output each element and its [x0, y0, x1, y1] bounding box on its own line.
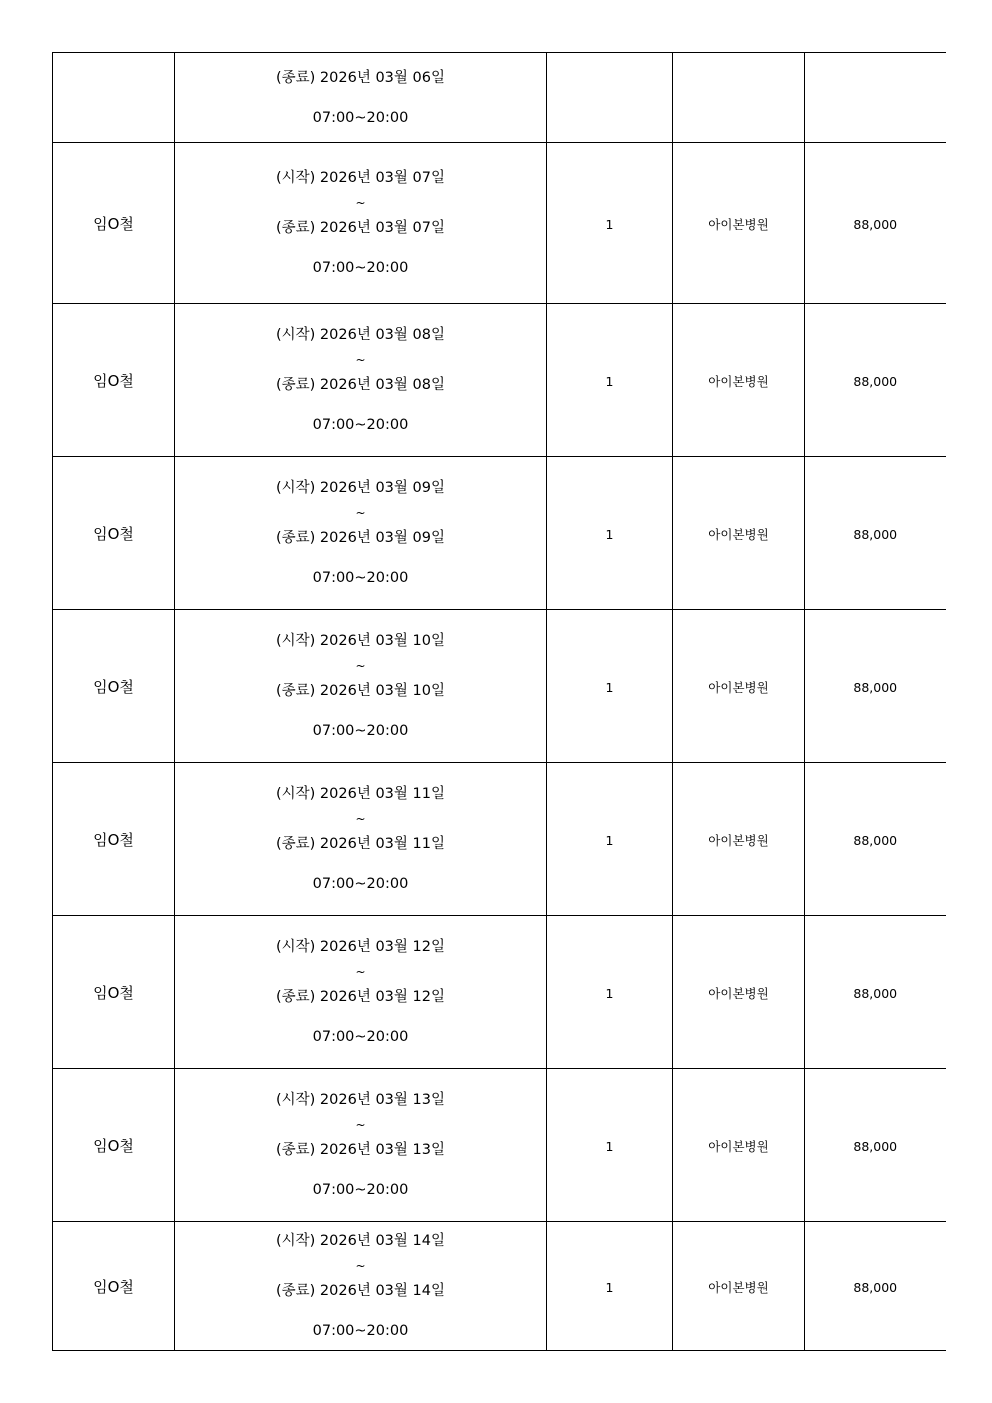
- period-start: (시작) 2026년 03월 10일: [276, 633, 445, 649]
- amount-cell: [805, 143, 946, 304]
- place-cell: [673, 53, 805, 143]
- name-cell: [53, 763, 175, 916]
- count-cell: [547, 1069, 673, 1222]
- period-block: [175, 938, 546, 1046]
- amount-value: 88,000: [853, 1279, 898, 1295]
- count-cell: [547, 610, 673, 763]
- table-row: [53, 143, 946, 304]
- period-time: 07:00~20:00: [312, 417, 409, 433]
- period-separator: ~: [355, 1118, 366, 1132]
- period-time: 07:00~20:00: [312, 876, 409, 892]
- period-separator: ~: [355, 659, 366, 673]
- count-cell: [547, 1222, 673, 1351]
- period-end: (종료) 2026년 03월 14일: [276, 1283, 445, 1299]
- period-time: 07:00~20:00: [312, 1182, 409, 1198]
- period-separator: ~: [355, 353, 366, 367]
- name-cell: [53, 610, 175, 763]
- period-end: (종료) 2026년 03월 09일: [276, 530, 445, 546]
- count-value: 1: [605, 832, 614, 848]
- amount-value: 88,000: [853, 679, 898, 695]
- place-cell: [673, 1222, 805, 1351]
- count-value: 1: [605, 373, 614, 389]
- amount-value: 88,000: [853, 373, 898, 389]
- period-separator: ~: [355, 1259, 366, 1273]
- place-value: 아이본병원: [708, 832, 769, 848]
- period-block: [175, 479, 546, 587]
- count-value: 1: [605, 1138, 614, 1154]
- period-block: [175, 69, 546, 127]
- period-end: (종료) 2026년 03월 11일: [276, 836, 445, 852]
- person-name: 임O철: [93, 1136, 134, 1155]
- period-separator: ~: [355, 506, 366, 520]
- amount-cell: [805, 610, 946, 763]
- table-row: [53, 1069, 946, 1222]
- period-block: [175, 785, 546, 893]
- name-cell: [53, 53, 175, 143]
- period-cell: [175, 610, 547, 763]
- count-value: 1: [605, 679, 614, 695]
- period-separator: ~: [355, 965, 366, 979]
- table-row: [53, 763, 946, 916]
- name-cell: [53, 304, 175, 457]
- table-row-partial: [53, 53, 946, 143]
- period-block: [175, 326, 546, 434]
- period-start: (시작) 2026년 03월 08일: [276, 327, 445, 343]
- period-start: (시작) 2026년 03월 11일: [276, 786, 445, 802]
- table-row: [53, 304, 946, 457]
- amount-cell: [805, 457, 946, 610]
- period-cell: [175, 457, 547, 610]
- name-cell: [53, 1069, 175, 1222]
- amount-value: 88,000: [853, 985, 898, 1001]
- period-separator: ~: [355, 812, 366, 826]
- count-value: 1: [605, 1279, 614, 1295]
- period-end: (종료) 2026년 03월 06일: [276, 69, 445, 86]
- period-block: [175, 169, 546, 277]
- period-start: (시작) 2026년 03월 14일: [276, 1233, 445, 1249]
- period-start: (시작) 2026년 03월 12일: [276, 939, 445, 955]
- count-value: 1: [605, 216, 614, 232]
- person-name: 임O철: [93, 214, 134, 233]
- table-row: [53, 457, 946, 610]
- table-row: [53, 916, 946, 1069]
- period-end: (종료) 2026년 03월 08일: [276, 377, 445, 393]
- period-end: (종료) 2026년 03월 07일: [276, 220, 445, 236]
- person-name: 임O철: [93, 983, 134, 1002]
- amount-value: 88,000: [853, 216, 898, 232]
- count-value: 1: [605, 985, 614, 1001]
- schedule-table: [52, 52, 946, 1351]
- count-value: 1: [605, 526, 614, 542]
- table-row: [53, 610, 946, 763]
- name-cell: [53, 916, 175, 1069]
- period-start: (시작) 2026년 03월 13일: [276, 1092, 445, 1108]
- amount-cell: [805, 304, 946, 457]
- name-cell: [53, 143, 175, 304]
- place-value: 아이본병원: [708, 1279, 769, 1295]
- period-cell: [175, 916, 547, 1069]
- person-name: 임O철: [93, 524, 134, 543]
- period-end: (종료) 2026년 03월 10일: [276, 683, 445, 699]
- count-cell: [547, 53, 673, 143]
- amount-value: 88,000: [853, 832, 898, 848]
- place-value: 아이본병원: [708, 216, 769, 232]
- place-cell: [673, 1069, 805, 1222]
- period-cell: [175, 1222, 547, 1351]
- period-block: [175, 1091, 546, 1199]
- place-cell: [673, 610, 805, 763]
- period-end: (종료) 2026년 03월 12일: [276, 989, 445, 1005]
- name-cell: [53, 457, 175, 610]
- period-separator: ~: [355, 196, 366, 210]
- amount-cell: [805, 53, 946, 143]
- amount-value: 88,000: [853, 526, 898, 542]
- period-cell: [175, 763, 547, 916]
- place-cell: [673, 916, 805, 1069]
- period-cell: [175, 1069, 547, 1222]
- period-end: (종료) 2026년 03월 13일: [276, 1142, 445, 1158]
- period-block: [175, 632, 546, 740]
- period-cell: [175, 143, 547, 304]
- count-cell: [547, 916, 673, 1069]
- period-time: 07:00~20:00: [312, 723, 409, 739]
- place-value: 아이본병원: [708, 679, 769, 695]
- amount-value: 88,000: [853, 1138, 898, 1154]
- period-start: (시작) 2026년 03월 07일: [276, 170, 445, 186]
- amount-cell: [805, 1222, 946, 1351]
- amount-cell: [805, 1069, 946, 1222]
- period-block: [175, 1232, 546, 1340]
- amount-cell: [805, 763, 946, 916]
- person-name: 임O철: [93, 371, 134, 390]
- place-value: 아이본병원: [708, 526, 769, 542]
- period-time: 07:00~20:00: [312, 260, 409, 276]
- table-row: [53, 1222, 946, 1351]
- period-time: 07:00~20:00: [312, 570, 409, 586]
- person-name: 임O철: [93, 677, 134, 696]
- place-cell: [673, 763, 805, 916]
- place-cell: [673, 457, 805, 610]
- amount-cell: [805, 916, 946, 1069]
- person-name: 임O철: [93, 830, 134, 849]
- period-time: 07:00~20:00: [312, 1323, 409, 1339]
- period-time: 07:00~20:00: [312, 109, 409, 126]
- period-start: (시작) 2026년 03월 09일: [276, 480, 445, 496]
- period-time: 07:00~20:00: [312, 1029, 409, 1045]
- place-value: 아이본병원: [708, 373, 769, 389]
- count-cell: [547, 304, 673, 457]
- count-cell: [547, 143, 673, 304]
- place-value: 아이본병원: [708, 985, 769, 1001]
- person-name: 임O철: [93, 1277, 134, 1296]
- period-cell: [175, 53, 547, 143]
- name-cell: [53, 1222, 175, 1351]
- count-cell: [547, 457, 673, 610]
- place-cell: [673, 143, 805, 304]
- period-cell: [175, 304, 547, 457]
- place-cell: [673, 304, 805, 457]
- schedule-table-body: [53, 53, 946, 1351]
- place-value: 아이본병원: [708, 1138, 769, 1154]
- count-cell: [547, 763, 673, 916]
